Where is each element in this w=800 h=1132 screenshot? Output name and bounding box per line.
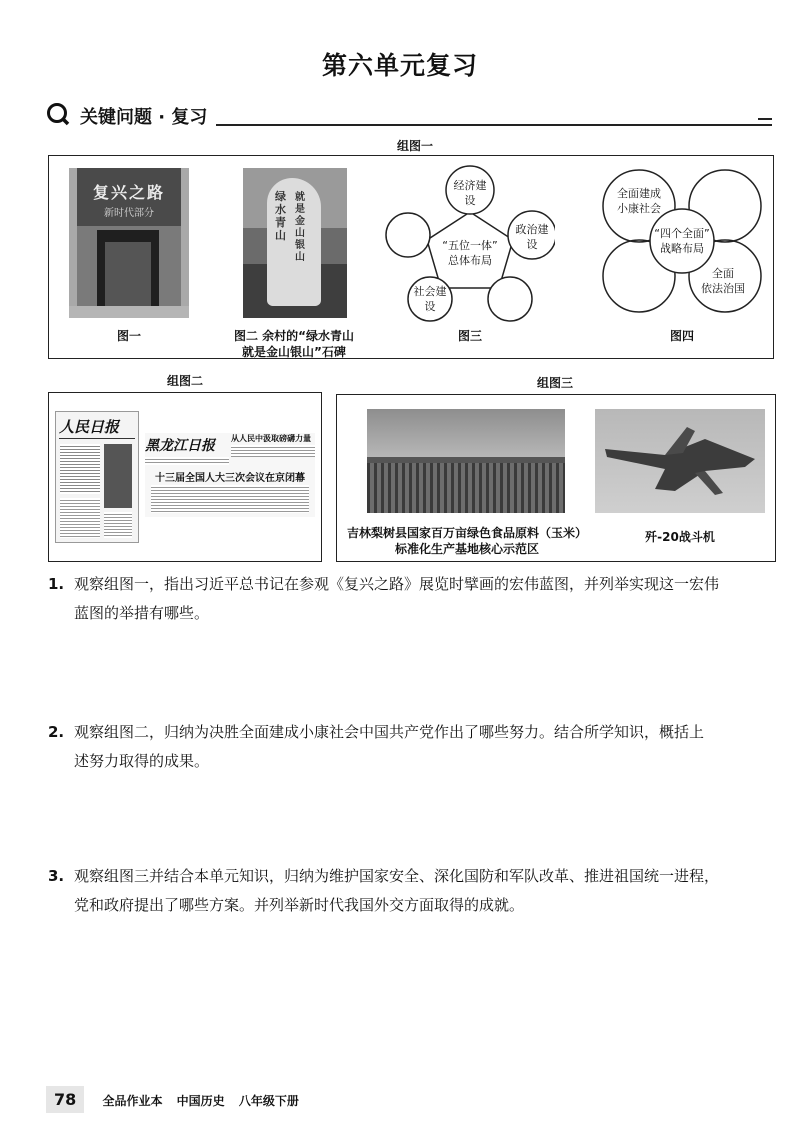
question-1-number: 1. — [48, 575, 65, 593]
paper2-headline: 十三届全国人大三次会议在京闭幕 — [155, 473, 305, 484]
fig3-caption: 图三 — [457, 329, 482, 343]
footer-subject: 中国历史 — [176, 1094, 225, 1108]
question-3 — [48, 862, 774, 920]
fig2-caption-line2: 就是金山银山”石碑 — [242, 345, 346, 359]
fig4-bottom-right — [693, 266, 753, 296]
fig3-left-label: 社会建设 — [413, 285, 447, 313]
group3-label: 组图三 — [536, 376, 573, 390]
fig4-caption: 图四 — [669, 329, 694, 343]
question-1-line2: 蓝图的举措有哪些。 — [74, 604, 210, 622]
fig4-center-line1: “四个全面” — [654, 227, 710, 240]
page-title: 第六单元复习 — [321, 51, 478, 80]
fig3-right-label: 政治建设 — [515, 223, 549, 251]
page-number: 78 — [46, 1086, 84, 1113]
question-1-line1: 观察组图一，指出习近平总书记在参观《复兴之路》展览时擘画的宏伟蓝图，并列举实现这一宏伟 — [74, 575, 720, 593]
fig3-center-line2: 总体布局 — [448, 254, 492, 267]
fig3-top-label: 经济建设 — [453, 179, 487, 207]
group3-panel — [336, 394, 776, 562]
corn-field-caption-line1: 吉林梨树县国家百万亩绿色食品原料（玉米） — [346, 526, 587, 540]
fig3-center-line1: “五位一体” — [442, 239, 498, 252]
footer-book: 全品作业本 — [102, 1094, 163, 1108]
fig2-stone-text-right: 就是金山银山 — [295, 192, 305, 263]
magnifier-q-icon — [46, 102, 70, 126]
fig4-top-left-line1: 全面建成 — [617, 187, 661, 200]
question-2-line1: 观察组图二，归纳为决胜全面建成小康社会中国共产党作出了哪些努力。结合所学知识，概括上 — [74, 723, 705, 741]
fig4-bottom-right-line2: 依法治国 — [701, 282, 745, 295]
fig3-center — [430, 238, 510, 268]
fig2-stone-text-left: 绿水青山 — [275, 190, 286, 242]
question-3-number: 3. — [48, 867, 65, 885]
section-heading: 关键问题 · 复习 — [80, 107, 208, 128]
corn-field-photo — [367, 409, 565, 513]
fig1-caption: 图一 — [116, 329, 141, 343]
footer-grade: 八年级下册 — [238, 1094, 299, 1108]
fig1-sign-title: 复兴之路 — [92, 183, 165, 202]
fig2-photo — [243, 168, 347, 318]
group1-label: 组图一 — [396, 139, 433, 153]
group2-label: 组图二 — [166, 374, 203, 388]
question-1 — [48, 570, 774, 628]
page-footer — [46, 1086, 299, 1113]
question-2-line2: 述努力取得的成果。 — [74, 752, 210, 770]
paper2-headline-top: 从人民中汲取磅礴力量 — [231, 434, 311, 443]
fig4-bottom-right-line1: 全面 — [712, 267, 734, 280]
fig1-sign-subtitle: 新时代部分 — [104, 208, 154, 219]
group2-panel — [48, 392, 322, 562]
j20-photo — [595, 409, 765, 513]
corn-field-caption — [337, 525, 597, 557]
question-3-line1: 观察组图三并结合本单元知识，归纳为维护国家安全、深化国防和军队改革、推进祖国统一进程， — [74, 867, 720, 885]
j20-caption: 歼-20战斗机 — [645, 530, 715, 544]
fig1-photo — [69, 168, 189, 318]
section-divider-end — [758, 118, 772, 126]
section-heading-bar — [46, 102, 772, 128]
question-2 — [48, 718, 774, 776]
question-3-line2: 党和政府提出了哪些方案。并列举新时代我国外交方面取得的成就。 — [74, 896, 525, 914]
fig4-center — [647, 226, 717, 256]
newspaper-2 — [145, 433, 315, 517]
paper1-masthead: 人民日报 — [59, 418, 120, 436]
newspaper-1 — [55, 411, 139, 543]
fig4-top-left — [609, 186, 669, 216]
section-divider — [216, 124, 772, 126]
fighter-jet-icon — [595, 409, 765, 513]
fig4-center-line2: 战略布局 — [660, 242, 704, 255]
fig2-caption-line1: 图二 余村的“绿水青山 — [233, 329, 355, 343]
group1-panel — [48, 155, 774, 359]
fig2-caption — [219, 328, 369, 360]
corn-field-caption-line2: 标准化生产基地核心示范区 — [394, 542, 539, 556]
question-2-number: 2. — [48, 723, 65, 741]
paper2-masthead: 黑龙江日报 — [145, 438, 215, 454]
fig4-top-left-line2: 小康社会 — [617, 202, 661, 215]
